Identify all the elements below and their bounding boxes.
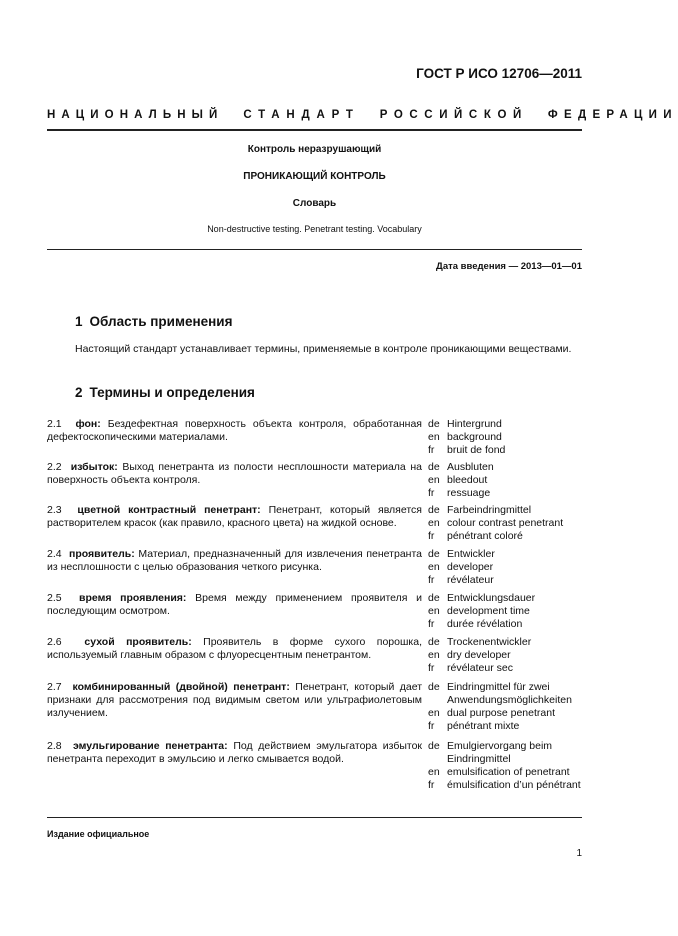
term-equivalents — [428, 740, 588, 792]
term-equivalents — [428, 681, 588, 733]
term-equivalents — [428, 461, 588, 500]
term-definition — [47, 548, 422, 574]
term-text: Время между применением проявителя и последующим осмотром. — [47, 592, 423, 617]
banner-word: ФЕДЕРАЦИИ — [547, 109, 678, 121]
lang-code: fr — [428, 720, 435, 732]
equivalent-term: Entwicklungsdauer — [447, 592, 536, 604]
term-text: Пенетрант, который дает признаки для рассмотрения под видимым светом или ультрафиолетовым излучением. — [47, 681, 423, 719]
lang-code: en — [428, 649, 440, 661]
section-number: 1 — [75, 314, 83, 329]
section-heading-scope — [75, 314, 232, 329]
term-equivalents — [428, 592, 588, 631]
term-equivalents — [428, 548, 588, 587]
subtitle-field: Контроль неразрушающий — [247, 144, 382, 155]
lang-code: de — [428, 636, 440, 648]
lang-code: fr — [428, 574, 435, 586]
lang-code: fr — [428, 662, 435, 674]
lang-code: en — [428, 707, 440, 719]
equivalent-term: Emulgiervorgang beim Eindringmittel — [447, 740, 553, 765]
equivalent-term: Hintergrund — [447, 418, 502, 430]
term-definition — [47, 504, 422, 530]
introduction-date: Дата введения — 2013—01—01 — [436, 261, 582, 272]
equivalent-term: bruit de fond — [447, 444, 506, 456]
term-equivalents — [428, 418, 588, 457]
equivalent-term: pénétrant coloré — [447, 530, 523, 542]
lang-code: de — [428, 592, 440, 604]
english-title: Non-destructive testing. Penetrant testing. Vocabulary — [207, 224, 422, 234]
term-number: 2.8 — [47, 740, 62, 752]
lang-code: fr — [428, 779, 435, 791]
section-title: Термины и определения — [89, 385, 255, 400]
banner-word: СТАНДАРТ — [243, 109, 360, 121]
equivalent-term: dual purpose penetrant — [447, 707, 555, 719]
document-number: ГОСТ Р ИСО 12706—2011 — [416, 66, 582, 81]
lang-code: de — [428, 681, 440, 693]
term-number: 2.6 — [47, 636, 62, 648]
equivalent-term: background — [447, 431, 502, 443]
equivalent-term: ressuage — [447, 487, 491, 499]
equivalent-term: emulsification of penetrant — [447, 766, 570, 778]
term-number: 2.5 — [47, 592, 62, 604]
banner-word: РОССИЙСКОЙ — [379, 109, 528, 121]
term-text: Пенетрант, который является растворителем красок (как правило, красного цвета) на жидкой основе. — [47, 504, 422, 529]
term-definition — [47, 740, 422, 766]
term-definition — [47, 461, 422, 487]
lang-code: de — [428, 461, 440, 473]
term-name: сухой проявитель: — [84, 636, 192, 648]
equivalent-term: bleedout — [447, 474, 488, 486]
term-number: 2.7 — [47, 681, 62, 693]
equivalent-term: révélateur sec — [447, 662, 513, 674]
section-title: Область применения — [89, 314, 233, 329]
equivalent-term: émulsification d’un pénétrant — [447, 779, 581, 791]
term-number: 2.4 — [47, 548, 62, 560]
equivalent-term: révélateur — [447, 574, 494, 586]
term-number: 2.2 — [47, 461, 62, 473]
equivalent-term: Eindringmittel für zwei Anwendungsmöglichkeiten — [447, 681, 572, 706]
term-name: цветной контрастный пенетрант: — [77, 504, 261, 516]
term-number: 2.3 — [47, 504, 62, 516]
lang-code: en — [428, 431, 440, 443]
equivalent-term: Farbeindringmittel — [447, 504, 532, 516]
term-definition — [47, 636, 422, 662]
lang-code: de — [428, 740, 440, 752]
term-name: фон: — [75, 418, 101, 430]
equivalent-term: Entwickler — [447, 548, 495, 560]
term-text: Под действием эмульгатора избыток пенетранта переходит в эмульсию и легко смывается водой. — [47, 740, 423, 765]
banner-word: НАЦИОНАЛЬНЫЙ — [47, 109, 224, 121]
equivalent-term: dry developer — [447, 649, 511, 661]
lang-code: fr — [428, 530, 435, 542]
term-name: эмульгирование пенетранта: — [72, 740, 228, 752]
term-text: Материал, предназначенный для извлечения пенетранта из несплошности с целью образования четкого рисунка. — [47, 548, 422, 573]
lang-code: fr — [428, 444, 435, 456]
subtitle-topic: ПРОНИКАЮЩИЙ КОНТРОЛЬ — [243, 171, 386, 182]
edition-label: Издание официальное — [47, 829, 150, 839]
lang-code: de — [428, 504, 440, 516]
footer-divider — [47, 817, 582, 818]
term-equivalents — [428, 504, 588, 543]
equivalent-term: Trockenentwickler — [447, 636, 532, 648]
equivalent-term: durée révélation — [447, 618, 523, 630]
term-definition — [47, 681, 422, 720]
term-text: Бездефектная поверхность объекта контроля, обработанная дефектоскопическими материалами. — [47, 418, 422, 443]
term-name: время проявления: — [79, 592, 187, 604]
section-number: 2 — [75, 385, 83, 400]
term-name: избыток: — [70, 461, 118, 473]
subtitle-vocabulary: Словарь — [292, 198, 337, 209]
equivalent-term: colour contrast penetrant — [447, 517, 564, 529]
term-name: комбинированный (двойной) пенетрант: — [72, 681, 290, 693]
section-heading-terms — [75, 385, 255, 400]
equivalent-term: pénétrant mixte — [447, 720, 520, 732]
lang-code: de — [428, 418, 440, 430]
scope-paragraph: Настоящий стандарт устанавливает термины, применяемые в контроле проникающими веществами. — [75, 343, 572, 355]
lang-code: en — [428, 605, 440, 617]
term-text: Проявитель в форме сухого порошка, используемый главным образом с флуоресцентным пенетрантом. — [47, 636, 422, 661]
term-equivalents — [428, 636, 588, 675]
title-divider — [47, 249, 582, 250]
term-name: проявитель: — [69, 548, 135, 560]
equivalent-term: development time — [447, 605, 530, 617]
lang-code: en — [428, 517, 440, 529]
header-divider — [47, 129, 582, 131]
national-standard-banner — [47, 109, 678, 121]
lang-code: fr — [428, 487, 435, 499]
term-number: 2.1 — [47, 418, 62, 430]
lang-code: en — [428, 561, 440, 573]
term-text: Выход пенетранта из полости несплошности материала на поверхность объекта контроля. — [47, 461, 422, 486]
page-number: 1 — [576, 848, 582, 859]
lang-code: fr — [428, 618, 435, 630]
lang-code: de — [428, 548, 440, 560]
lang-code: en — [428, 766, 440, 778]
term-definition — [47, 418, 422, 444]
lang-code: en — [428, 474, 440, 486]
term-definition — [47, 592, 422, 618]
equivalent-term: developer — [447, 561, 494, 573]
equivalent-term: Ausbluten — [447, 461, 494, 473]
